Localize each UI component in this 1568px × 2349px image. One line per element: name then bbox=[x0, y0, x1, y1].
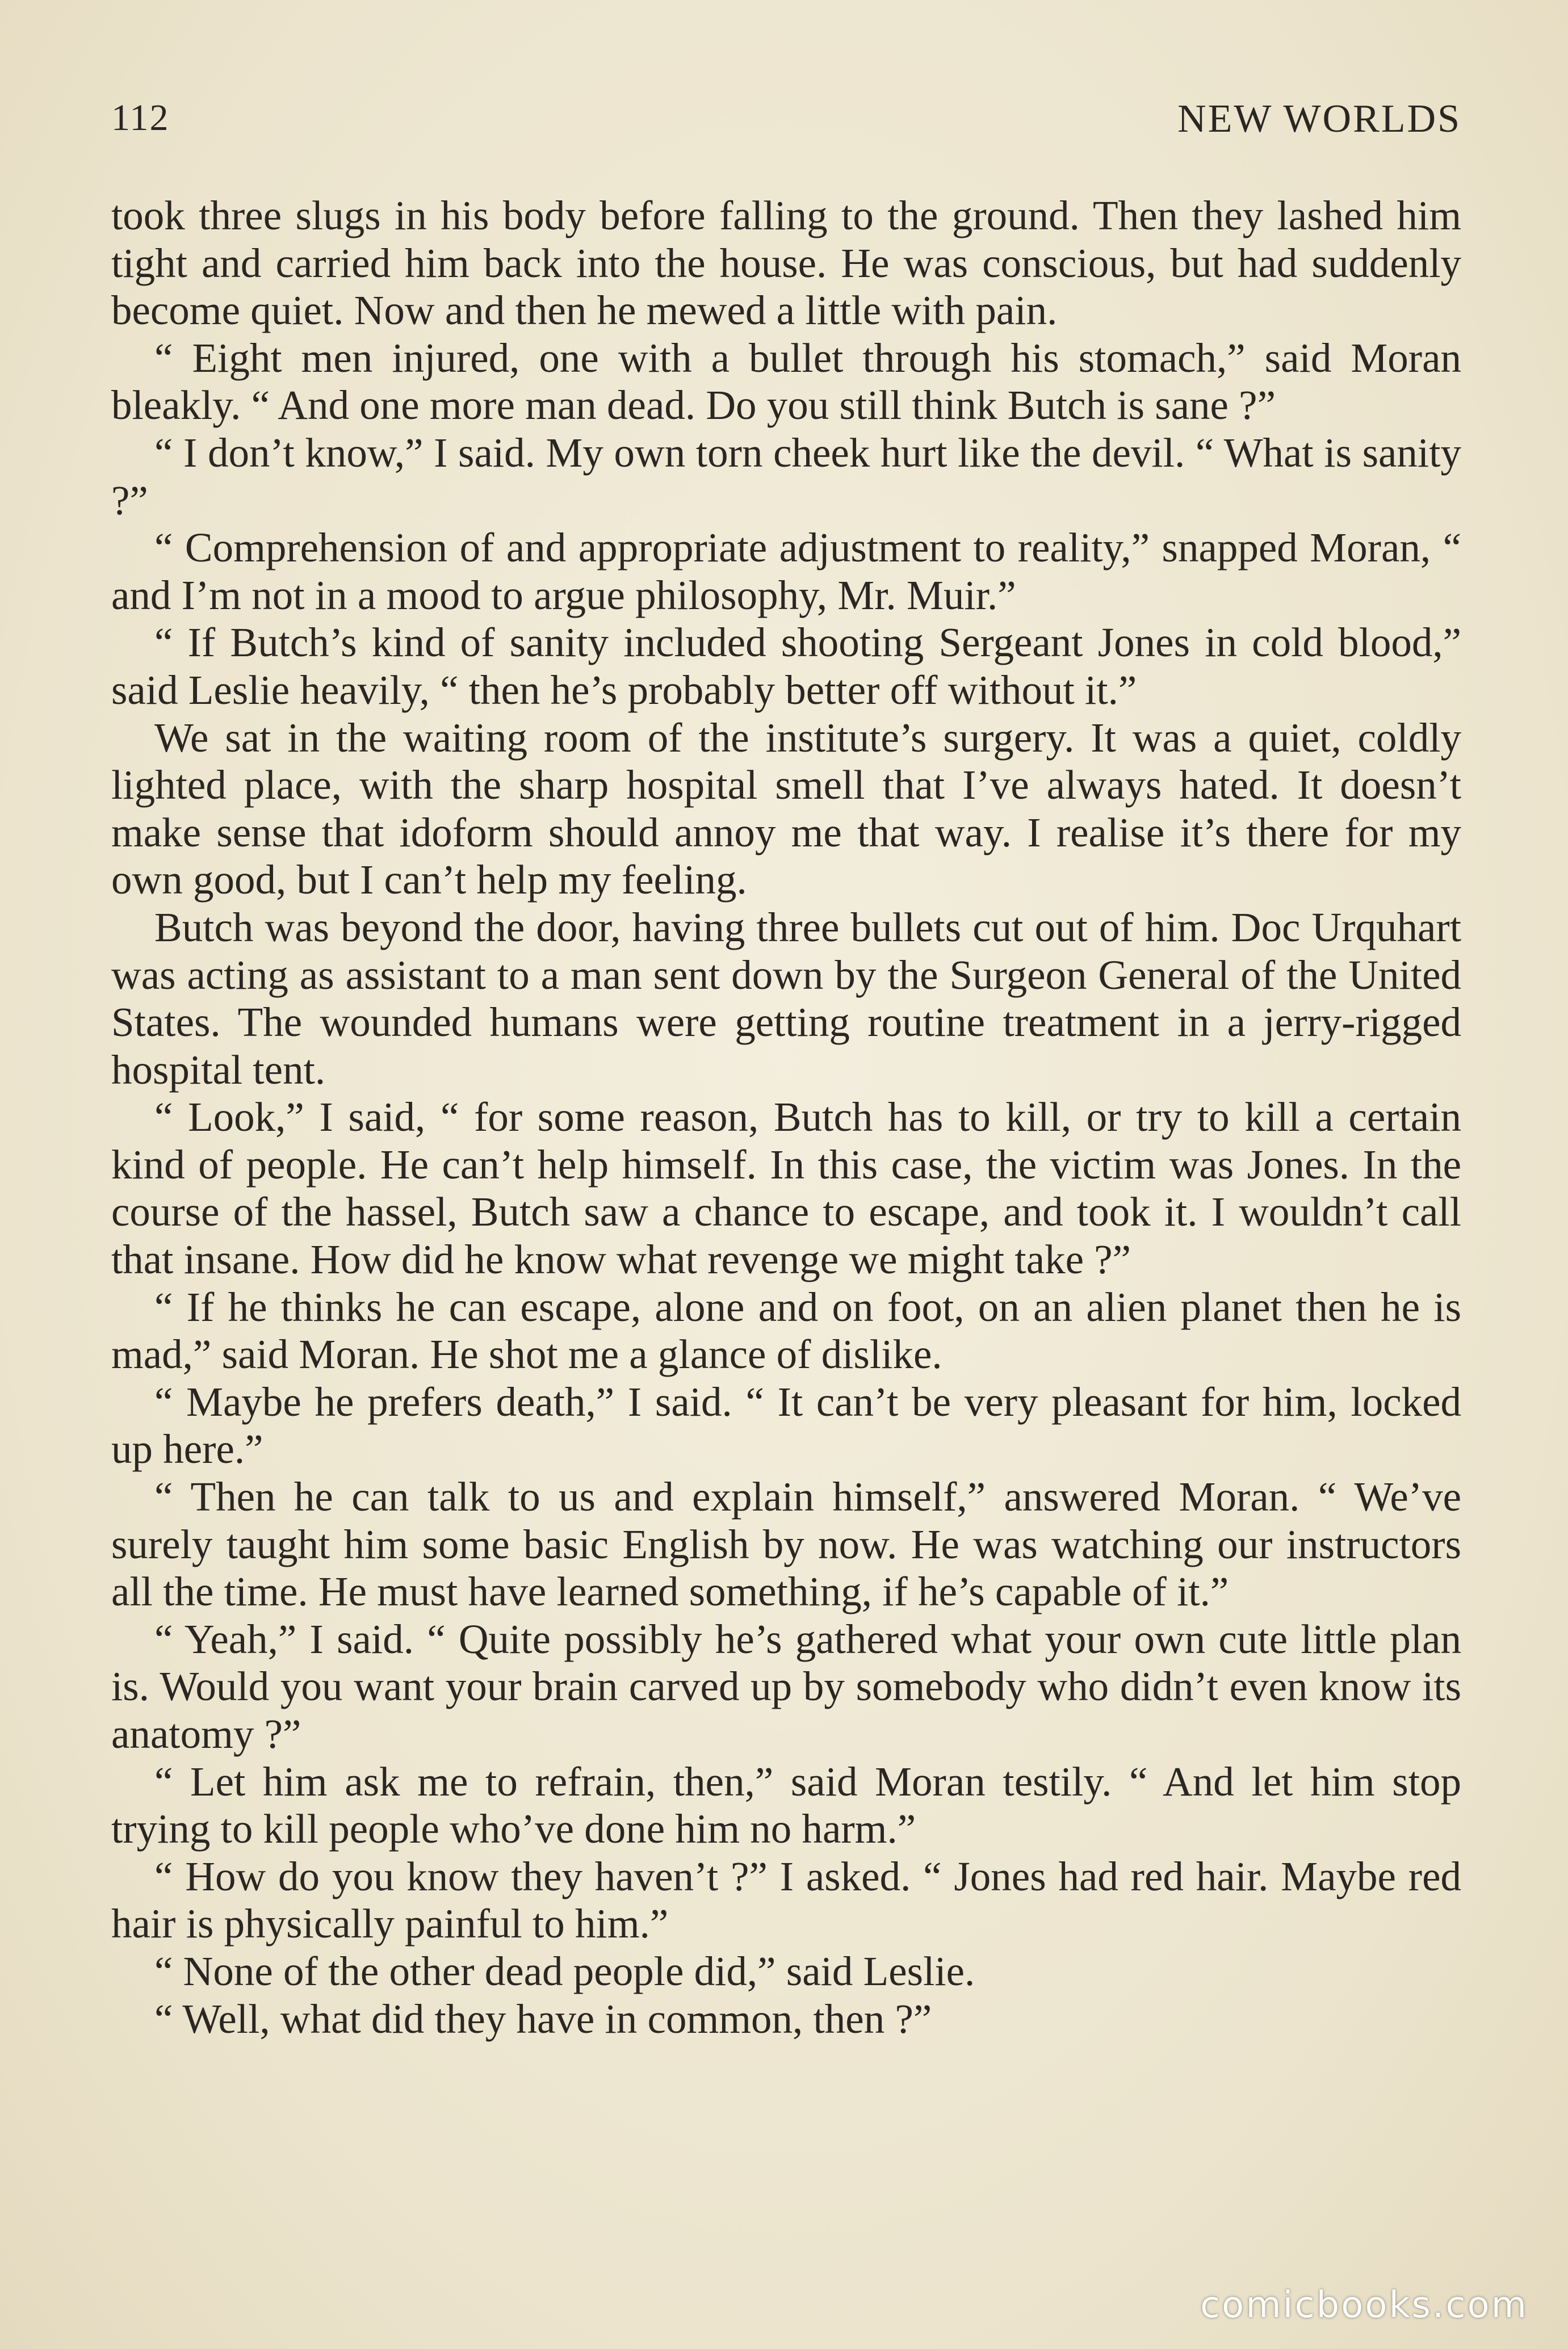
running-head bbox=[111, 97, 1461, 148]
paragraph: “ Maybe he prefers death,” I said. “ It can’t be very pleasant for him, locked up here.” bbox=[111, 1378, 1461, 1473]
paragraph: We sat in the waiting room of the institute’s surgery. It was a quiet, coldly lighted place, with the sharp hospital smell that I’ve always hated. It doesn’t make sense that idoform should annoy me that way. I realise it’s there for my own good, but I can’t help my feeling. bbox=[111, 714, 1461, 903]
watermark: comicbooks.com bbox=[1200, 2284, 1528, 2326]
paragraph: “ Eight men injured, one with a bullet through his stomach,” said Moran bleakly. “ And one more man dead. Do you still think Butch is sane ?” bbox=[111, 334, 1461, 429]
paragraph: “ Comprehension of and appropriate adjustment to reality,” snapped Moran, “ and I’m not in a mood to argue philosophy, Mr. Muir.” bbox=[111, 525, 1461, 618]
paragraph: “ None of the other dead people did,” said Leslie. bbox=[154, 1948, 975, 1994]
paragraph: “ Then he can talk to us and explain himself,” answered Moran. “ We’ve surely taught him some basic English by now. He was watching our instructors all the time. He must have learned something, if he’s capable of it.” bbox=[111, 1474, 1461, 1615]
paragraph: “ I don’t know,” I said. My own torn cheek hurt like the devil. “ What is sanity ?” bbox=[111, 429, 1461, 523]
paragraph: “ Yeah,” I said. “ Quite possibly he’s gathered what your own cute little plan is. Would you want your brain carved up by somebody who didn’t even know its anatomy ?” bbox=[111, 1616, 1461, 1757]
paragraph: “ If he thinks he can escape, alone and on foot, on an alien planet then he is mad,” said Moran. He shot me a glance of dislike. bbox=[111, 1283, 1461, 1378]
paragraph: took three slugs in his body before falling to the ground. Then they lashed him tight and carried him back into the house. He was conscious, but had suddenly become quiet. Now and then he mewed a little with pain. bbox=[111, 192, 1461, 334]
paragraph: “ If Butch’s kind of sanity included shooting Sergeant Jones in cold blood,” said Leslie heavily, “ then he’s probably better off without it.” bbox=[111, 619, 1461, 713]
running-title: NEW WORLDS bbox=[1177, 97, 1461, 141]
paragraph: “ Let him ask me to refrain, then,” said Moran testily. “ And let him stop trying to kill people who’ve done him no harm.” bbox=[111, 1758, 1461, 1852]
page-number: 112 bbox=[111, 97, 170, 139]
paragraph: “ How do you know they haven’t ?” I asked. “ Jones had red hair. Maybe red hair is physically painful to him.” bbox=[111, 1853, 1461, 1947]
paragraph: Butch was beyond the door, having three bullets cut out of him. Doc Urquhart was acting as assistant to a man sent down by the Surgeon General of the United States. The wounded humans were getting routine treatment in a jerry-rigged hospital tent. bbox=[111, 904, 1461, 1093]
body-text bbox=[111, 192, 1461, 2042]
paragraph: “ Well, what did they have in common, then ?” bbox=[154, 1995, 932, 2042]
paragraph: “ Look,” I said, “ for some reason, Butch has to kill, or try to kill a certain kind of people. He can’t help himself. In this case, the victim was Jones. In the course of the hassel, Butch saw a chance to escape, and took it. I wouldn’t call that insane. How did he know what revenge we might take ?” bbox=[111, 1094, 1461, 1283]
